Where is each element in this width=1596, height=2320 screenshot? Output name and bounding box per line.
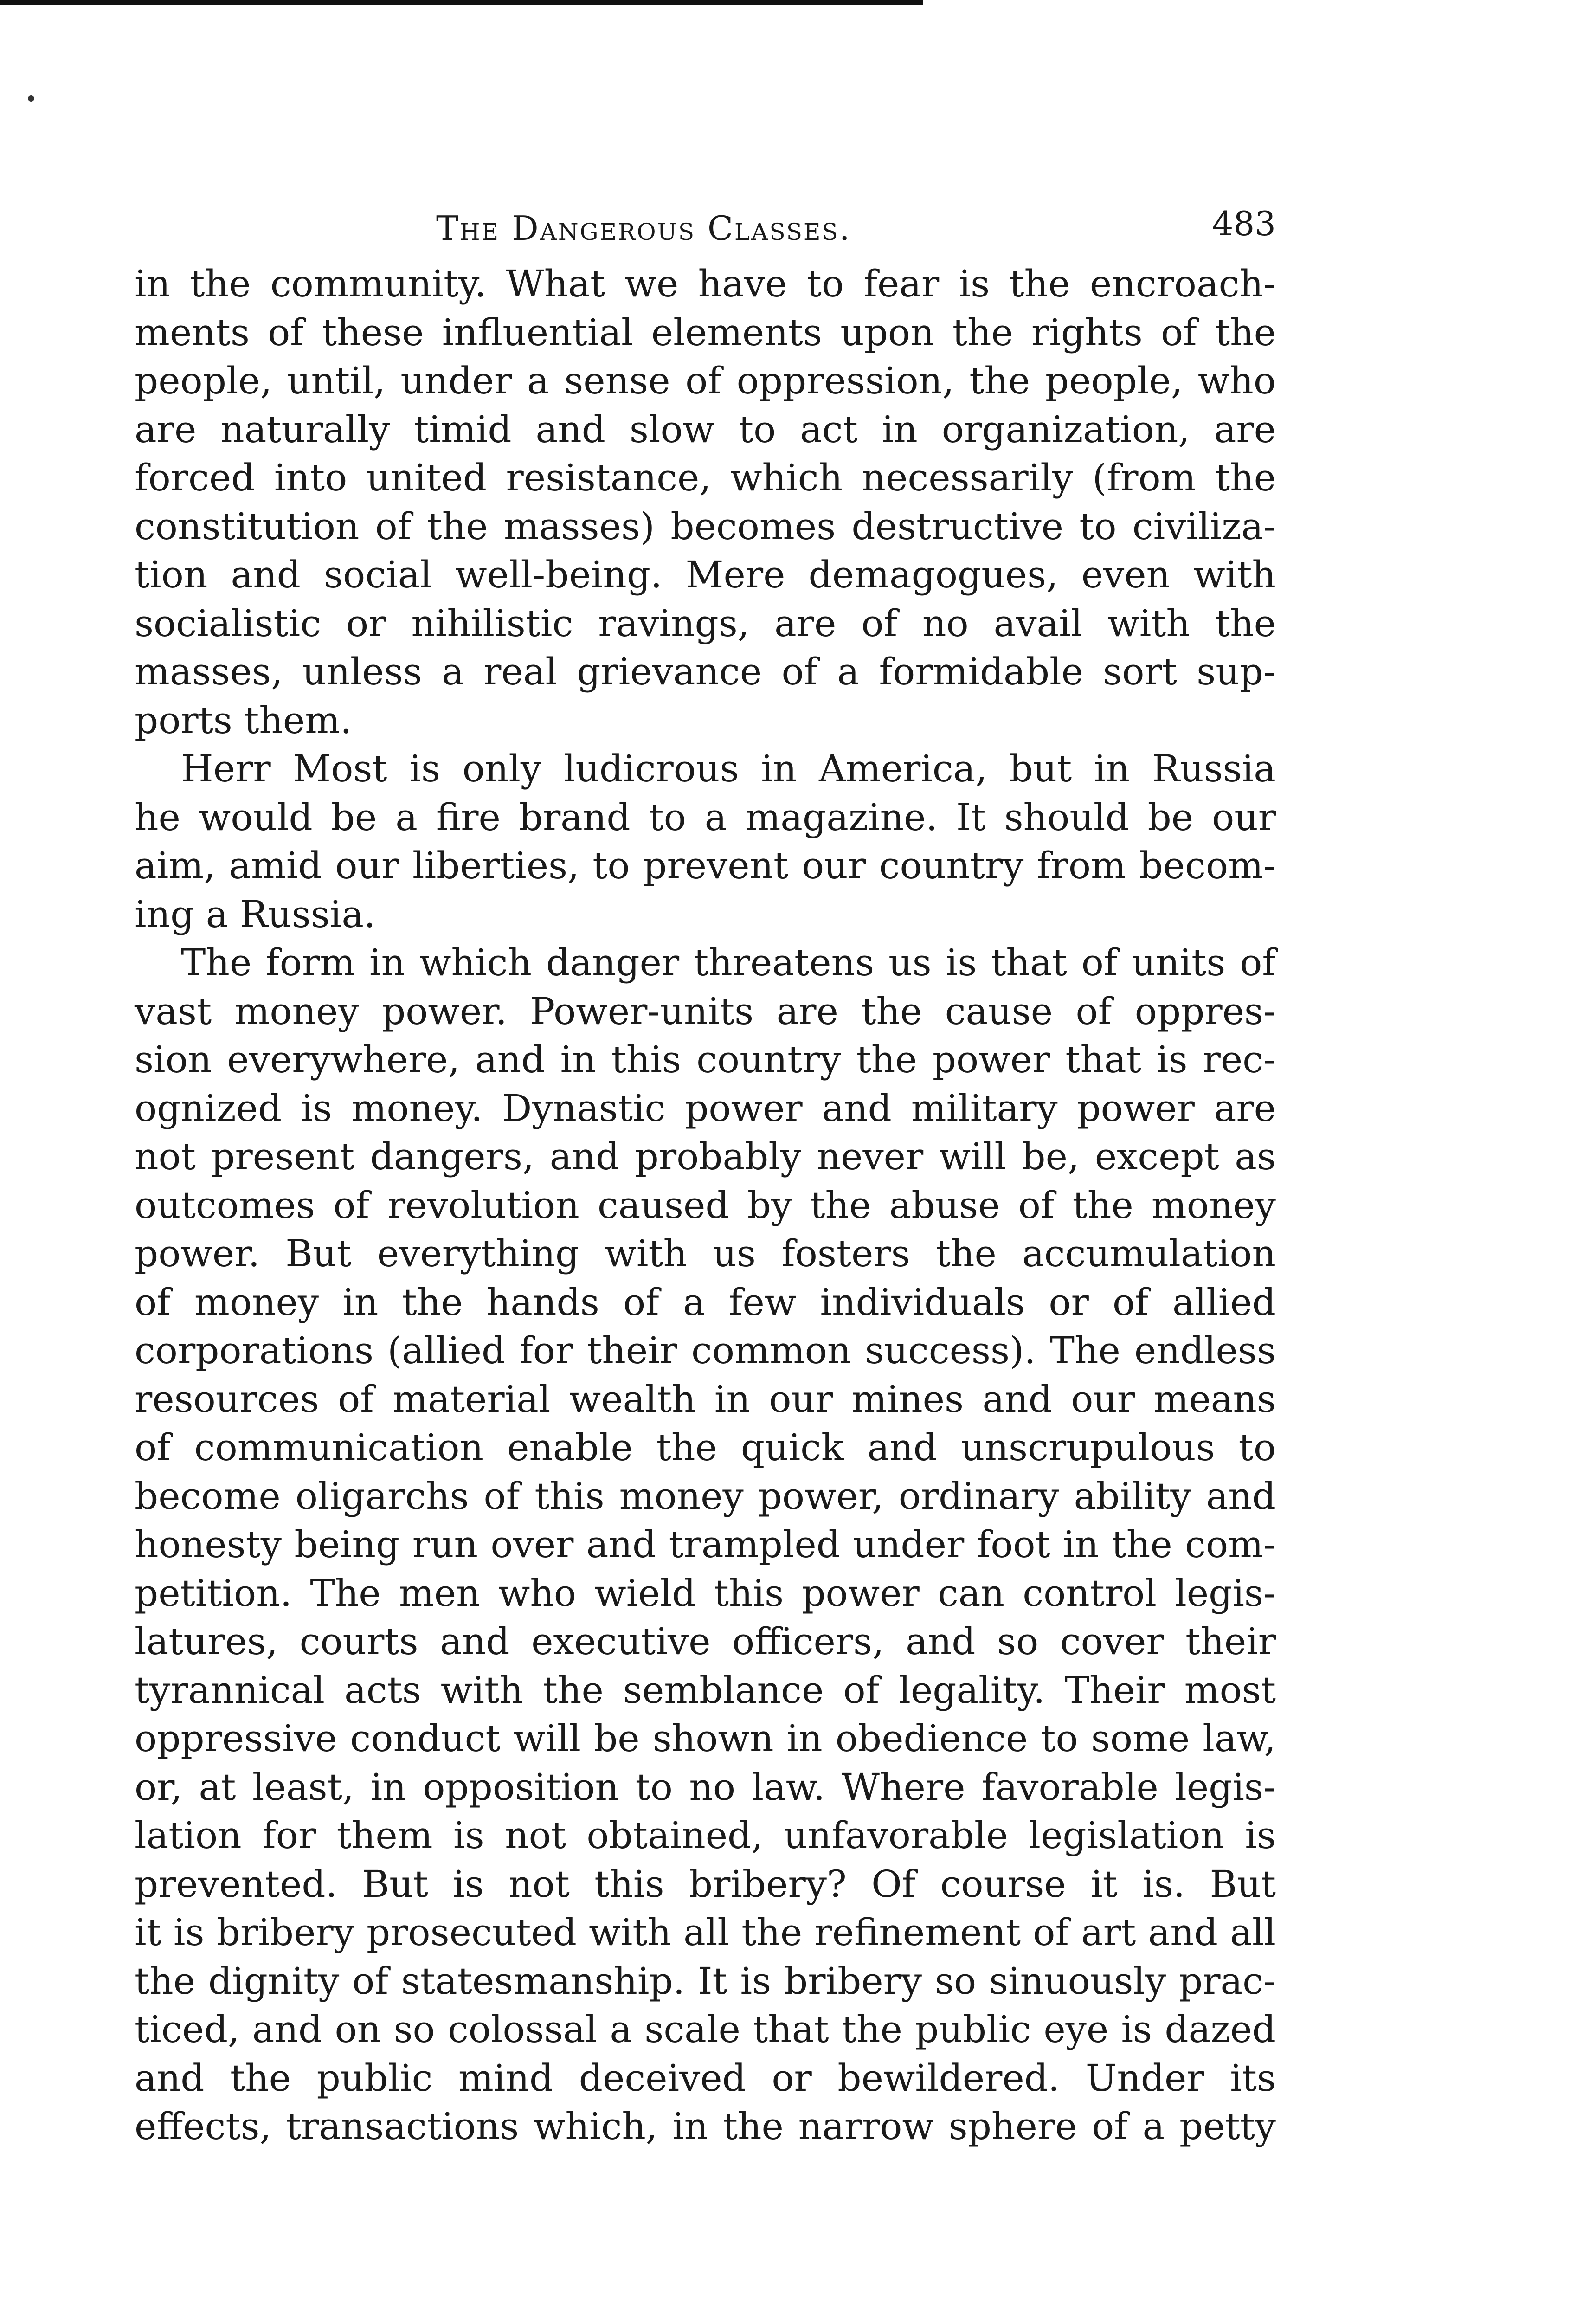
paragraph — [135, 939, 1276, 2151]
text-line: ticed, and on so colossal a scale that the public eye is dazed — [135, 2008, 1276, 2051]
body-text — [135, 260, 1276, 2151]
text-line: it is bribery prosecuted with all the refinement of art and all — [135, 1911, 1276, 1954]
scan-top-edge — [0, 0, 923, 5]
paragraph — [135, 745, 1276, 939]
text-line: or, at least, in opposition to no law. Where favorable legis- — [135, 1765, 1276, 1809]
text-line: masses, unless a real grievance of a formidable sort sup- — [135, 650, 1276, 693]
text-line: vast money power. Power-units are the cause of oppres- — [135, 989, 1276, 1033]
text-line: are naturally timid and slow to act in organization, are — [135, 407, 1276, 451]
book-page — [135, 200, 1276, 2151]
text-line: forced into united resistance, which necessarily (from the — [135, 456, 1276, 499]
text-line: of money in the hands of a few individuals or of allied — [135, 1280, 1276, 1324]
text-line: ognized is money. Dynastic power and military power are — [135, 1086, 1276, 1130]
text-line: socialistic or nihilistic ravings, are of no avail with the — [135, 601, 1276, 645]
text-line: constitution of the masses) becomes destructive to civiliza- — [135, 504, 1276, 548]
text-line: not present dangers, and probably never will be, except as — [135, 1135, 1276, 1178]
text-line: oppressive conduct will be shown in obedience to some law, — [135, 1717, 1276, 1760]
text-line: prevented. But is not this bribery? Of course it is. But — [135, 1862, 1276, 1906]
text-line: lation for them is not obtained, unfavorable legislation is — [135, 1814, 1276, 1857]
text-line: ments of these influential elements upon the rights of the — [135, 310, 1276, 354]
text-line: ing a Russia. — [135, 892, 376, 936]
paragraph — [135, 260, 1276, 745]
text-line: he would be a fire brand to a magazine. It should be our — [135, 795, 1276, 839]
text-line: Herr Most is only ludicrous in America, but in Russia — [181, 747, 1276, 790]
text-line: become oligarchs of this money power, ordinary ability and — [135, 1474, 1276, 1518]
running-head — [135, 200, 1276, 255]
text-line: aim, amid our liberties, to prevent our country from becom- — [135, 844, 1276, 887]
text-line: ports them. — [135, 698, 352, 742]
running-title: The Dangerous Classes. — [436, 209, 851, 248]
text-line: people, until, under a sense of oppression, the people, who — [135, 359, 1276, 402]
text-line: tyrannical acts with the semblance of legality. Their most — [135, 1668, 1276, 1712]
text-line: and the public mind deceived or bewildered. Under its — [135, 2056, 1276, 2100]
text-line: tion and social well-being. Mere demagogues, even with — [135, 553, 1276, 596]
text-line: corporations (allied for their common success). The endless — [135, 1329, 1276, 1372]
text-line: of communication enable the quick and unscrupulous to — [135, 1426, 1276, 1469]
text-line: honesty being run over and trampled under foot in the com- — [135, 1523, 1276, 1566]
scan-speck — [28, 95, 34, 102]
text-line: in the community. What we have to fear is the encroach- — [135, 262, 1276, 305]
text-line: the dignity of statesmanship. It is bribery so sinuously prac- — [135, 1959, 1276, 2003]
text-line: outcomes of revolution caused by the abuse of the money — [135, 1183, 1276, 1227]
text-line: power. But everything with us fosters the accumulation — [135, 1232, 1276, 1275]
page-number: 483 — [1212, 204, 1276, 243]
text-line: resources of material wealth in our mines and our means — [135, 1377, 1276, 1421]
text-line: petition. The men who wield this power can control legis- — [135, 1571, 1276, 1615]
text-line: latures, courts and executive officers, and so cover their — [135, 1620, 1276, 1663]
text-line: effects, transactions which, in the narrow sphere of a petty — [135, 2105, 1276, 2148]
text-line: The form in which danger threatens us is that of units of — [181, 941, 1276, 984]
text-line: sion everywhere, and in this country the power that is rec- — [135, 1038, 1276, 1081]
